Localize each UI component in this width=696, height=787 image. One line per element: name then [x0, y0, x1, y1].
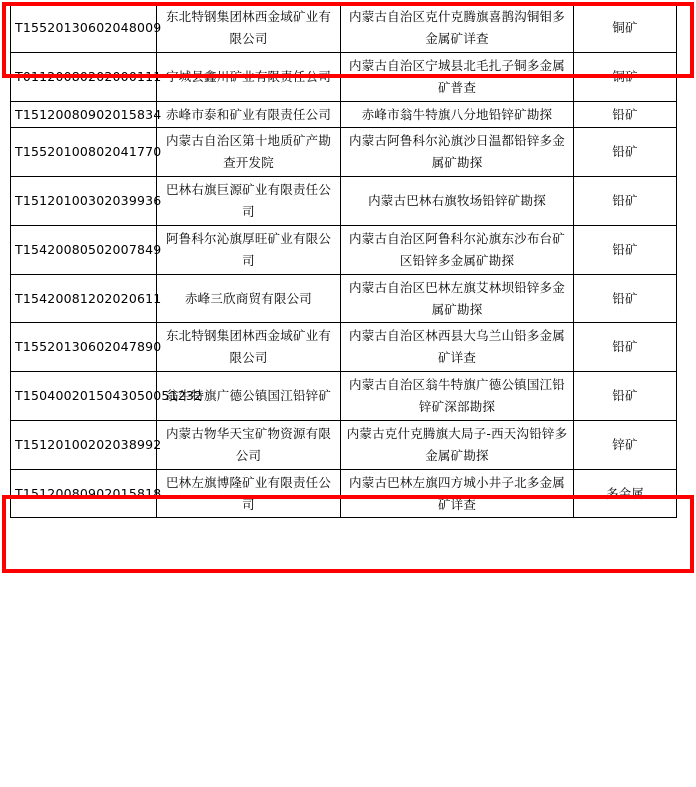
cell-project-name: 内蒙古阿鲁科尔沁旗沙日温都铅锌多金属矿勘探 [341, 128, 574, 177]
cell-organization: 巴林左旗博隆矿业有限责任公司 [157, 469, 341, 518]
cell-mineral-type: 铅矿 [574, 323, 677, 372]
cell-project-name: 赤峰市翁牛特旗八分地铅锌矿勘探 [341, 101, 574, 128]
cell-mineral-type: 铅矿 [574, 225, 677, 274]
cell-mineral-type: 多金属 [574, 469, 677, 518]
cell-mineral-type: 铅矿 [574, 128, 677, 177]
cell-organization: 宁城县鑫川矿业有限责任公司 [157, 52, 341, 101]
table-row [11, 420, 677, 469]
cell-project-name: 内蒙古自治区翁牛特旗广德公镇国江铅锌矿深部勘探 [341, 372, 574, 421]
table-row [11, 274, 677, 323]
cell-organization: 巴林右旗巨源矿业有限责任公司 [157, 177, 341, 226]
cell-mineral-type: 铅矿 [574, 177, 677, 226]
cell-license-id: T15120100302039936 [11, 177, 157, 226]
table-row [11, 177, 677, 226]
cell-organization: 阿鲁科尔沁旗厚旺矿业有限公司 [157, 225, 341, 274]
table-row [11, 4, 677, 53]
cell-project-name: 内蒙古自治区巴林左旗艾林坝铅锌多金属矿勘探 [341, 274, 574, 323]
cell-project-name: 内蒙古克什克腾旗大局子-西天沟铅锌多金属矿勘探 [341, 420, 574, 469]
cell-license-id: T1504002015043050051232 [11, 372, 157, 421]
cell-organization: 赤峰市泰和矿业有限责任公司 [157, 101, 341, 128]
cell-project-name: 内蒙古自治区林西县大乌兰山铅多金属矿详查 [341, 323, 574, 372]
cell-mineral-type: 铜矿 [574, 52, 677, 101]
table-row [11, 52, 677, 101]
table-row [11, 469, 677, 518]
cell-organization: 东北特钢集团林西金域矿业有限公司 [157, 4, 341, 53]
cell-project-name: 内蒙古巴林右旗牧场铅锌矿勘探 [341, 177, 574, 226]
cell-organization: 内蒙古物华天宝矿物资源有限公司 [157, 420, 341, 469]
cell-license-id: T15120100202038992 [11, 420, 157, 469]
cell-mineral-type: 铅矿 [574, 101, 677, 128]
cell-mineral-type: 铅矿 [574, 274, 677, 323]
cell-license-id: T15520130602048009 [11, 4, 157, 53]
permit-table-body [11, 4, 677, 518]
cell-license-id: T15520130602047890 [11, 323, 157, 372]
cell-organization: 内蒙古自治区第十地质矿产勘查开发院 [157, 128, 341, 177]
cell-license-id: T15120080902015834 [11, 101, 157, 128]
cell-license-id: T01120080202000111 [11, 52, 157, 101]
table-row [11, 225, 677, 274]
cell-mineral-type: 锌矿 [574, 420, 677, 469]
cell-organization: 赤峰三欣商贸有限公司 [157, 274, 341, 323]
cell-mineral-type: 铅矿 [574, 372, 677, 421]
cell-mineral-type: 铜矿 [574, 4, 677, 53]
cell-project-name: 内蒙古自治区宁城县北毛扎子铜多金属矿普查 [341, 52, 574, 101]
table-row [11, 372, 677, 421]
cell-project-name: 内蒙古巴林左旗四方城小井子北多金属矿详查 [341, 469, 574, 518]
cell-organization: 东北特钢集团林西金域矿业有限公司 [157, 323, 341, 372]
cell-license-id: T15120080902015818 [11, 469, 157, 518]
cell-license-id: T15420081202020611 [11, 274, 157, 323]
cell-license-id: T15520100802041770 [11, 128, 157, 177]
table-row [11, 128, 677, 177]
table-row [11, 101, 677, 128]
permit-table [10, 3, 677, 518]
cell-organization: 翁牛特旗广德公镇国江铅锌矿 [157, 372, 341, 421]
table-row [11, 323, 677, 372]
cell-project-name: 内蒙古自治区克什克腾旗喜鹊沟铜钼多金属矿详查 [341, 4, 574, 53]
cell-project-name: 内蒙古自治区阿鲁科尔沁旗东沙布台矿区铅锌多金属矿勘探 [341, 225, 574, 274]
cell-license-id: T15420080502007849 [11, 225, 157, 274]
